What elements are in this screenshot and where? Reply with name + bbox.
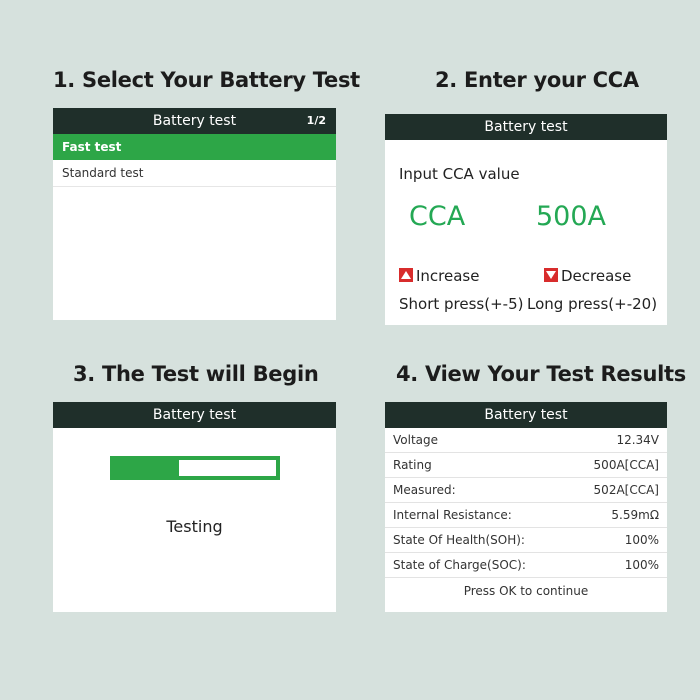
result-value: 12.34V (616, 433, 659, 447)
menu-item-standard-test[interactable]: Standard test (53, 160, 336, 187)
testing-status: Testing (166, 517, 223, 536)
cca-prompt: Input CCA value (399, 165, 520, 183)
result-value: 5.59mΩ (611, 508, 659, 522)
testing-screen (53, 402, 336, 612)
continue-prompt: Press OK to continue (463, 584, 589, 598)
battery-test-menu-screen (53, 108, 336, 320)
result-label: State of Charge(SOC): (393, 558, 526, 572)
step-2-heading: 2. Enter your CCA (435, 68, 639, 92)
test-results-screen (385, 402, 667, 612)
increase-hint (399, 267, 479, 285)
result-row-voltage (385, 428, 667, 453)
step-1-heading: 1. Select Your Battery Test (53, 68, 360, 92)
screen-titlebar (53, 402, 336, 428)
result-value: 100% (624, 558, 659, 572)
result-label: Measured: (393, 483, 456, 497)
decrease-hint (544, 267, 631, 285)
long-press-hint: Long press(+-20) (527, 295, 658, 313)
menu-item-fast-test[interactable]: Fast test (53, 134, 336, 160)
screen-title: Battery test (152, 407, 237, 423)
arrow-down-icon (544, 268, 558, 282)
cca-input-screen (385, 114, 667, 325)
result-label: Rating (393, 458, 432, 472)
result-row-soc (385, 553, 667, 578)
result-label: Internal Resistance: (393, 508, 512, 522)
screen-title: Battery test (484, 119, 568, 135)
result-row-rating (385, 453, 667, 478)
screen-title: Battery test (152, 113, 237, 129)
result-label: Voltage (393, 433, 439, 447)
cca-value[interactable]: 500A (536, 201, 607, 232)
step-3-heading: 3. The Test will Begin (73, 362, 319, 386)
step-4-heading: 4. View Your Test Results (396, 362, 686, 386)
screen-title: Battery test (484, 407, 568, 423)
result-row-soh (385, 528, 667, 553)
arrow-up-icon (399, 268, 413, 282)
cca-field-label: CCA (409, 201, 466, 232)
result-label: State Of Health(SOH): (393, 533, 525, 547)
page-indicator: 1/2 (306, 114, 326, 127)
screen-titlebar (385, 402, 667, 428)
short-press-hint: Short press(+-5) (399, 295, 524, 313)
screen-titlebar (385, 114, 667, 140)
screen-titlebar (53, 108, 336, 134)
progress-remaining (179, 460, 276, 476)
result-row-measured (385, 478, 667, 503)
result-value: 100% (624, 533, 659, 547)
result-row-internal-resistance (385, 503, 667, 528)
result-value: 500A[CCA] (593, 458, 659, 472)
result-value: 502A[CCA] (593, 483, 659, 497)
decrease-label: Decrease (561, 267, 632, 285)
increase-label: Increase (416, 267, 480, 285)
test-progress-bar (110, 456, 280, 480)
